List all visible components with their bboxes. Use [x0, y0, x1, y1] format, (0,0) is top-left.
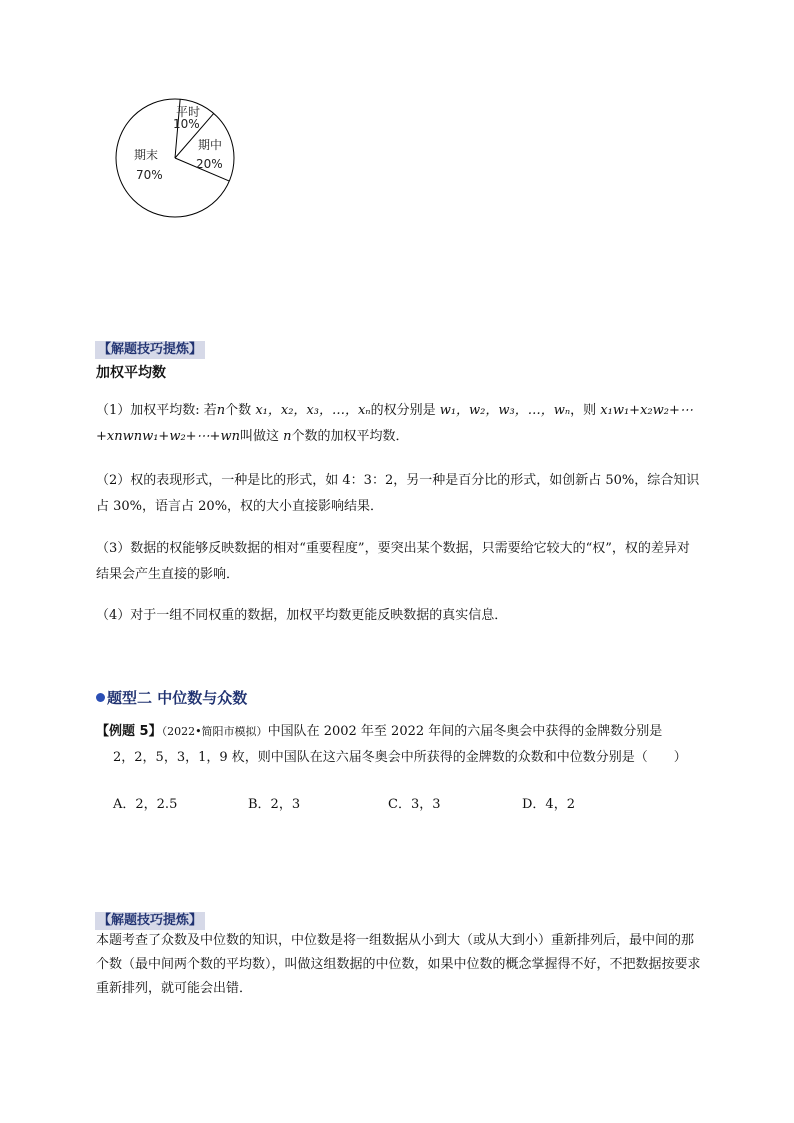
section-heading: 题型二 中位数与众数 — [96, 687, 247, 708]
pie-chart — [112, 96, 242, 226]
tip-tag: 【解题技巧提炼】 — [95, 341, 205, 359]
tip-paragraph-2: （2）权的表现形式，一种是比的形式，如 4：3：2，另一种是百分比的形式，如创新占 50%，综合知识占 30%，语言占 20%，权的大小直接影响结果． — [96, 473, 700, 514]
tip-2-text: 本题考查了众数及中位数的知识，中位数是将一组数据从小到大（或从大到小）重新排列后，最中间的那个数（最中间两个数的平均数），叫做这组数据的中位数，如果中位数的概念掌握得不好，不把数据按要求重新排列，就可能会出错． — [96, 933, 701, 996]
option-b[interactable]: B．2，3 — [248, 797, 301, 812]
slice-label-qimo: 期末 — [134, 148, 159, 162]
weights-list: w₁，w₂，w₃，…，wₙ — [439, 403, 571, 418]
option-d[interactable]: D．4，2 — [522, 797, 575, 812]
bullet-dot-icon — [96, 693, 105, 702]
slice-value-qimo: 70% — [136, 168, 163, 182]
option-a[interactable]: A．2，2.5 — [113, 797, 178, 812]
tip-title: 加权平均数 — [96, 365, 166, 381]
tip-tag-2: 【解题技巧提炼】 — [95, 912, 205, 930]
example-source: （2022•简阳市模拟） — [161, 725, 268, 738]
variables-list: x₁，x₂，x₃，…，xₙ — [255, 403, 371, 418]
formula-part-1: x₁w₁+x₂w₂+⋯ — [600, 403, 693, 418]
formula-part-2: +xnwnw₁+w₂+⋯+wn — [96, 429, 240, 444]
slice-label-qizhong: 期中 — [198, 138, 223, 152]
tip-paragraph-4: （4）对于一组不同权重的数据，加权平均数更能反映数据的真实信息． — [96, 608, 508, 623]
slice-value-qizhong: 20% — [196, 157, 223, 171]
example-tag: 【例题 5】 — [96, 724, 162, 739]
option-c[interactable]: C．3，3 — [388, 797, 441, 812]
tip-paragraph-3: （3）数据的权能够反映数据的相对“重要程度”，要突出某个数据，只需要给它较大的“权”，权的差异对结果会产生直接的影响． — [96, 541, 690, 582]
tip-paragraph-1: （1）加权平均数: 若n个数 x₁，x₂，x₃，…，xₙ的权分别是 w₁，w₂，w₃，…，wₙ，则 x₁w₁+x₂w₂+⋯ +xnwnw₁+w₂+⋯+wn叫做这 n个数的加权平均数． — [96, 403, 693, 444]
slice-value-pingshi: 10% — [173, 117, 200, 131]
example-question: 【例题 5】（2022•简阳市模拟）中国队在 2002 年至 2022 年间的六届冬奥会中获得的金牌数分别是 2，2，5，3，1，9 枚，则中国队在这六届冬奥会中所获得的金牌数的众数和中位数分别是（ ） — [96, 724, 687, 765]
slice-label-pingshi: 平时 — [176, 105, 201, 119]
